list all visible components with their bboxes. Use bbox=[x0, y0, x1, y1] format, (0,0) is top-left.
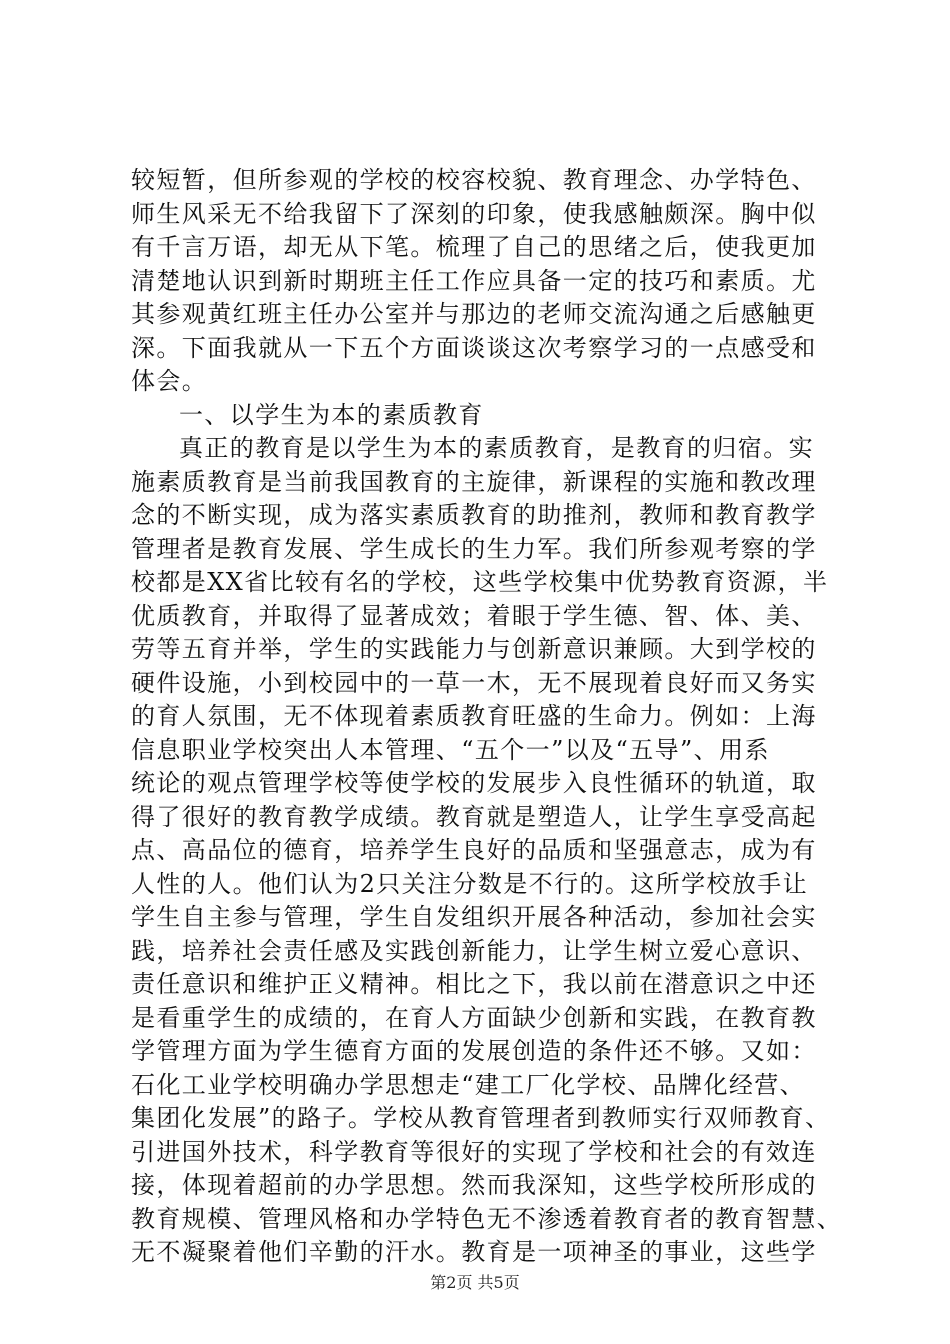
text-line: 的育人氛围，无不体现着素质教育旺盛的生命力。例如：上海 bbox=[131, 702, 817, 730]
text-line: 其参观黄红班主任办公室并与那边的老师交流沟通之后感触更 bbox=[131, 300, 817, 328]
text-line: 师生风采无不给我留下了深刻的印象，使我感触颇深。胸中似 bbox=[131, 199, 817, 228]
text-line: 真正的教育是以学生为本的素质教育，是教育的归宿。实 bbox=[179, 434, 814, 462]
text-line: 践，培养社会责任感及实践创新能力，让学生树立爱心意识、 bbox=[131, 936, 817, 965]
text-line: 人性的人。他们认为2只关注分数是不行的。这所学校放手让 bbox=[131, 869, 809, 898]
text-line: 学生自主参与管理，学生自发组织开展各种活动，参加社会实 bbox=[131, 903, 817, 931]
text-line: 石化工业学校明确办学思想走“建工厂化学校、品牌化经营、 bbox=[131, 1070, 806, 1099]
text-line: 有千言万语，却无从下笔。梳理了自己的思绪之后，使我更加 bbox=[131, 233, 817, 261]
text-line: 集团化发展”的路子。学校从教育管理者到教师实行双师教育、 bbox=[131, 1104, 831, 1132]
text-line: 念的不断实现，成为落实素质教育的助推剂，教师和教育教学 bbox=[131, 501, 817, 529]
text-line: 是看重学生的成绩的，在育人方面缺少创新和实践，在教育教 bbox=[131, 1003, 817, 1032]
page-footer: 第2页 共5页 bbox=[430, 1273, 520, 1292]
text-line: 体会。 bbox=[131, 367, 208, 395]
text-line: 得了很好的教育教学成绩。教育就是塑造人，让学生享受高起 bbox=[131, 802, 817, 831]
text-line: 劳等五育并举，学生的实践能力与创新意识兼顾。大到学校的 bbox=[131, 635, 817, 663]
text-line: 清楚地认识到新时期班主任工作应具备一定的技巧和素质。尤 bbox=[131, 266, 817, 295]
text-line: 引进国外技术，科学教育等很好的实现了学校和社会的有效连 bbox=[131, 1137, 817, 1166]
text-line: 优质教育，并取得了显著成效；着眼于学生德、智、体、美、 bbox=[131, 601, 817, 630]
text-line: 无不凝聚着他们辛勤的汗水。教育是一项神圣的事业，这些学 bbox=[131, 1238, 817, 1266]
text-line: 点、高品位的德育，培养学生良好的品质和坚强意志，成为有 bbox=[131, 836, 817, 864]
text-line: 教育规模、管理风格和办学特色无不渗透着教育者的教育智慧、 bbox=[131, 1204, 843, 1233]
text-line: 施素质教育是当前我国教育的主旋律，新课程的实施和教改理 bbox=[131, 467, 817, 496]
section-heading: 一、以学生为本的素质教育 bbox=[179, 400, 484, 429]
text-line: 硬件设施，小到校园中的一草一木，无不展现着良好而又务实 bbox=[131, 668, 817, 697]
text-line: 接，体现着超前的办学思想。然而我深知，这些学校所形成的 bbox=[131, 1171, 817, 1199]
text-line: 校都是XX省比较有名的学校，这些学校集中优势教育资源，半 bbox=[131, 568, 829, 596]
text-line: 深。下面我就从一下五个方面谈谈这次考察学习的一点感受和 bbox=[131, 333, 817, 362]
text-line: 较短暂，但所参观的学校的校容校貌、教育理念、办学特色、 bbox=[131, 166, 817, 194]
text-line: 学管理方面为学生德育方面的发展创造的条件还不够。又如： bbox=[131, 1037, 817, 1065]
text-line: 管理者是教育发展、学生成长的生力军。我们所参观考察的学 bbox=[131, 534, 817, 563]
text-line: 责任意识和维护正义精神。相比之下，我以前在潜意识之中还 bbox=[131, 970, 817, 998]
text-line: 信息职业学校突出人本管理、“五个一”以及“五导”、用系 bbox=[131, 735, 770, 764]
text-line: 统论的观点管理学校等使学校的发展步入良性循环的轨道，取 bbox=[131, 769, 817, 797]
body-text bbox=[131, 164, 843, 1270]
